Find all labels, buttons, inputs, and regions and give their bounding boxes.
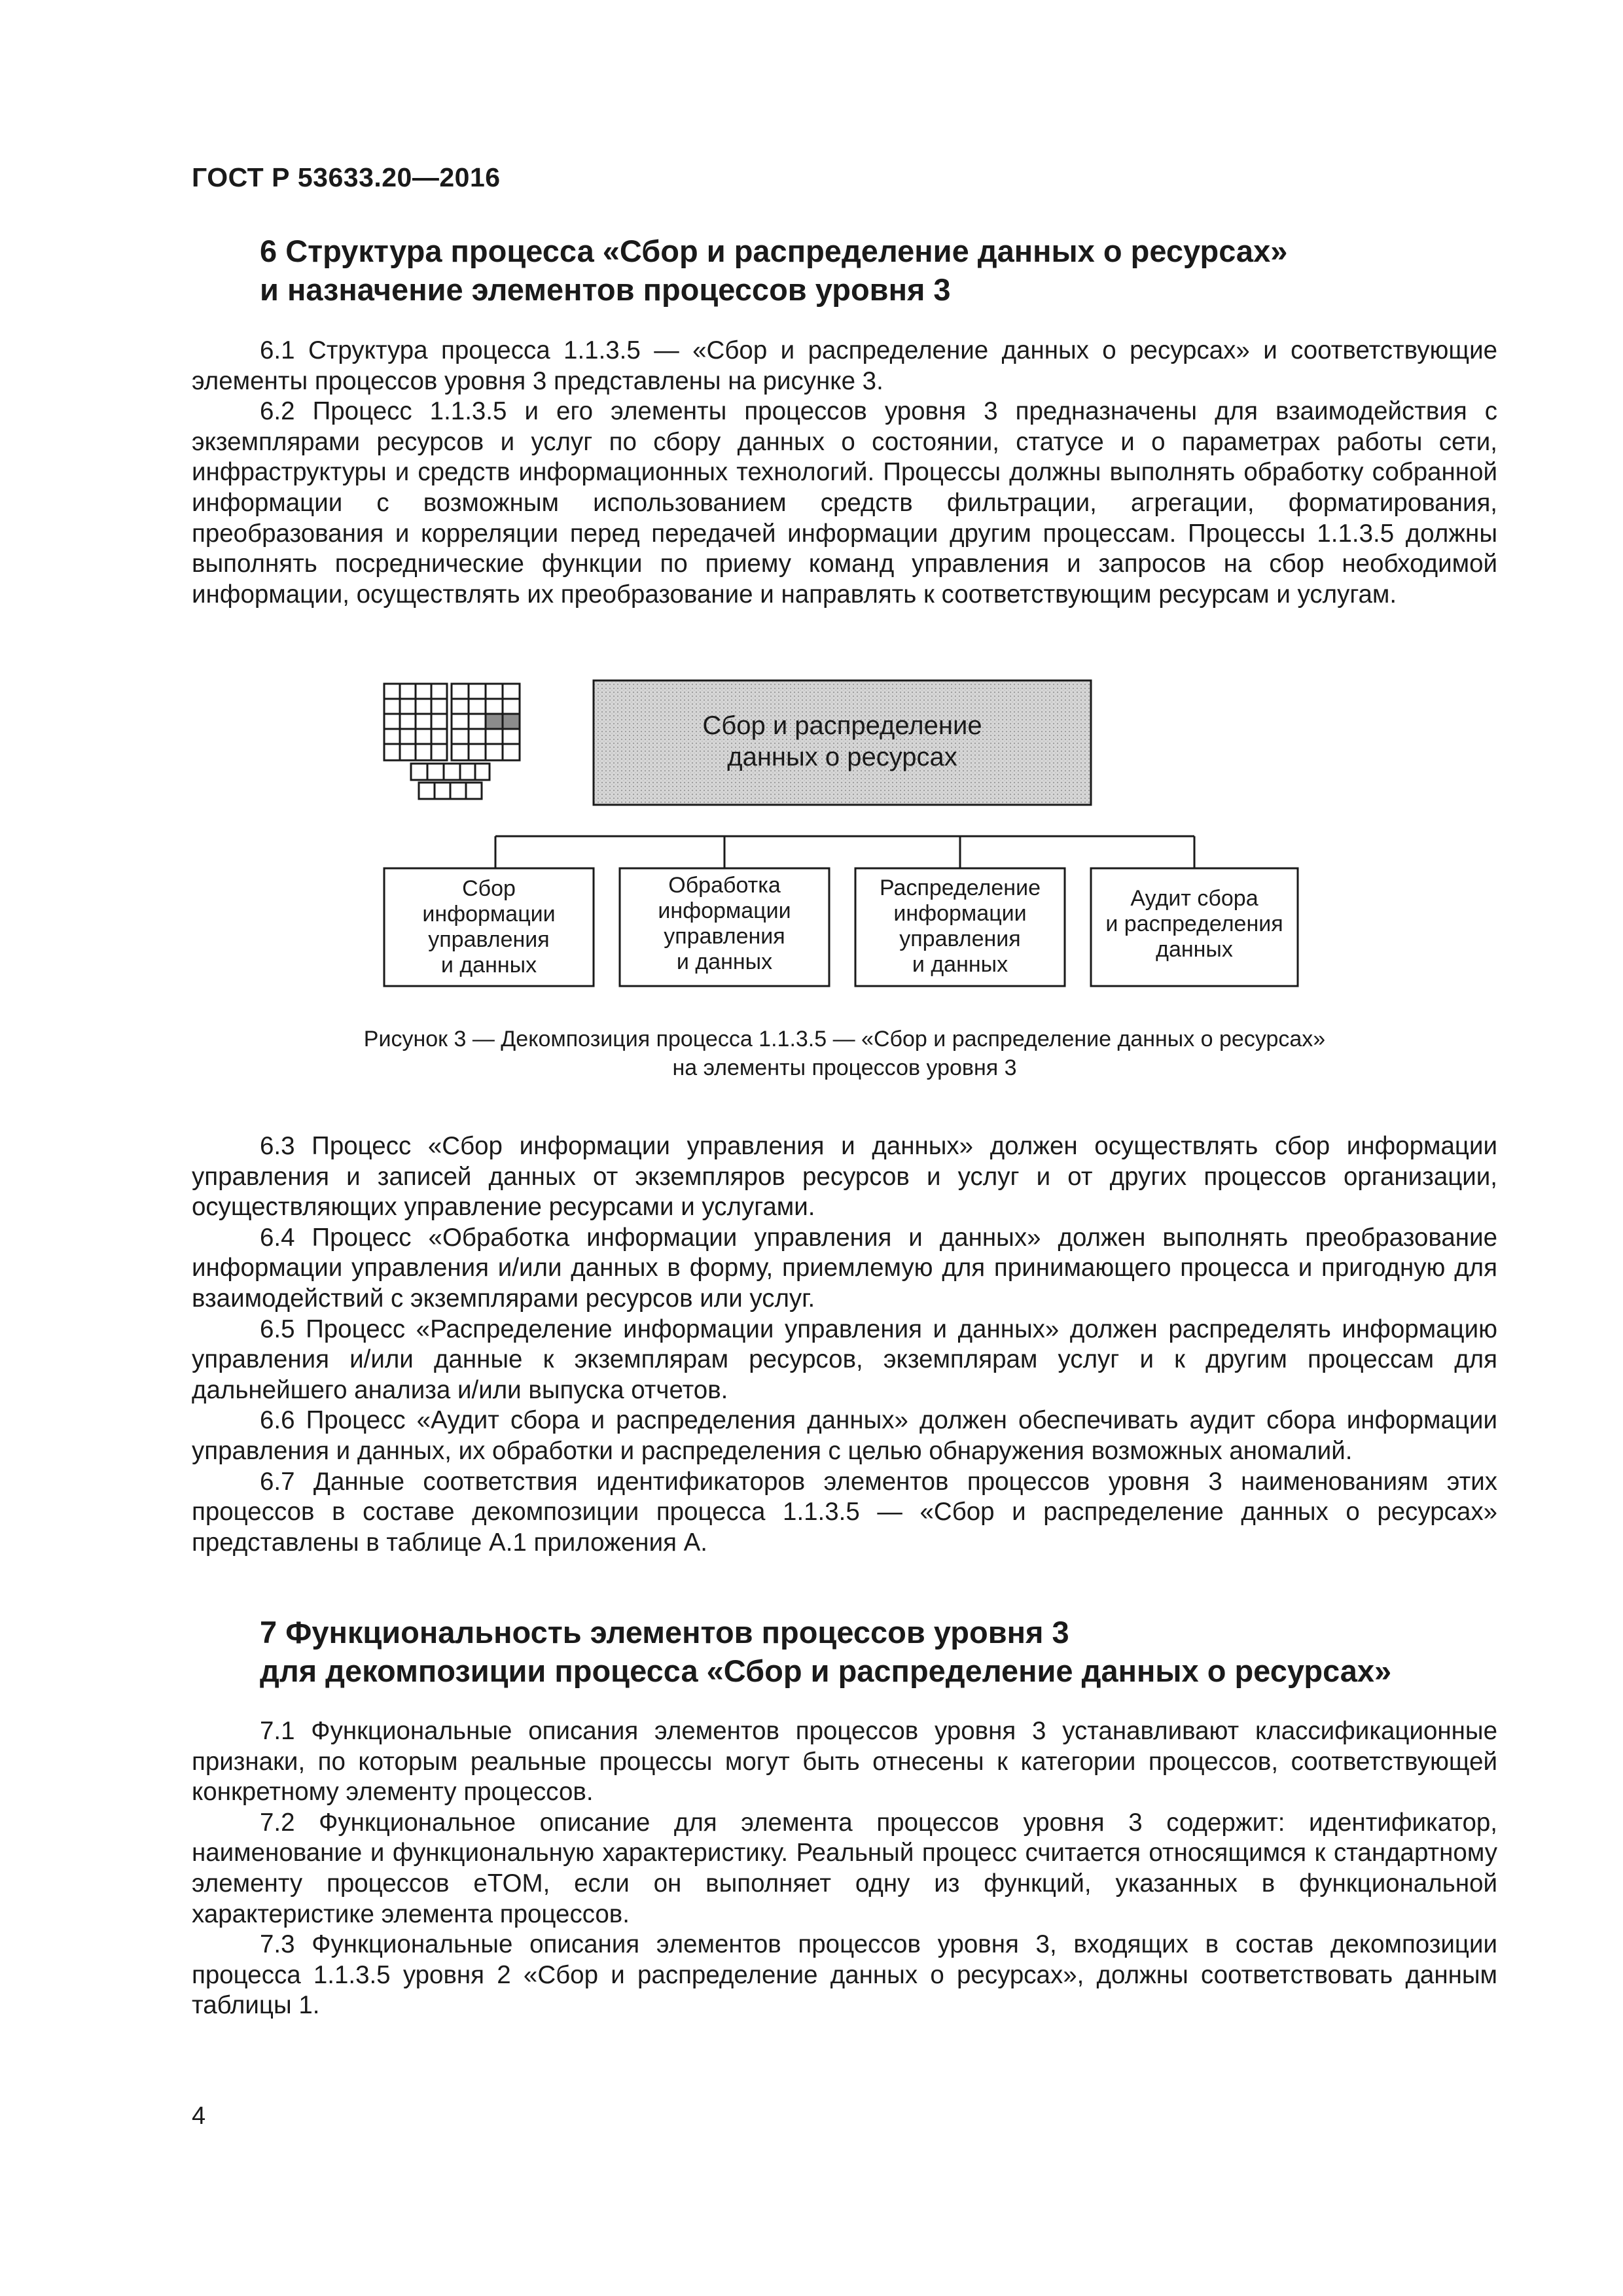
paragraph-6-5: 6.5 Процесс «Распределение информации управления и данных» должен распределять информацию управления и/или данные к экземплярам ресурсов, экземплярам услуг и к другим процессам для дальнейшего анализа и/или выпуска отчетов. — [192, 1315, 1497, 1404]
paragraph-6-1: 6.1 Структура процесса 1.1.3.5 — «Сбор и распределение данных о ресурсах» и соответствующие элементы процессов уровня 3 представлены на рисунке 3. — [192, 336, 1497, 395]
top-box-line2: данных о ресурсах — [727, 743, 957, 771]
child1-line2: информации — [422, 902, 556, 927]
child2-line4: и данных — [676, 949, 773, 974]
paragraph-6-2: 6.2 Процесс 1.1.3.5 и его элементы процессов уровня 3 предназначены для взаимодействия с экземплярами ресурсов и услуг по сбору данных о состоянии, статусе и о параметрах работы сети, инфраструктуры и средств информационных технологий. Процессы должны выполнять обработку собранной информации с возможным использованием средств фильтрации, агрегации, форматирования, преобразования и корреляции перед передачей информации другим процессам. Процессы 1.1.3.5 должны выполнять посреднические функции по приему команд управления и запросов на сбор необходимой информации, осуществлять их преобразование и направлять к соответствующим ресурсам и услугам. — [192, 397, 1497, 609]
paragraph-6-4: 6.4 Процесс «Обработка информации управления и данных» должен выполнять преобразование информации управления и/или данных в форму, приемлемую для принимающего процесса и пригодную для взаимодействий с экземплярами ресурсов или услуг. — [192, 1223, 1497, 1313]
child2-line1: Обработка — [668, 873, 781, 898]
caption-line2: на элементы процессов уровня 3 — [672, 1055, 1017, 1080]
section-6-title-line1: 6 Структура процесса «Сбор и распределение данных о ресурсах» — [260, 234, 1288, 268]
child3-line2: информации — [893, 901, 1027, 926]
etom-grid-icon — [384, 684, 520, 799]
child2-line3: управления — [664, 924, 785, 949]
paragraph-7-3: 7.3 Функциональные описания элементов процессов уровня 3, входящих в состав декомпозиции процесса 1.1.3.5 уровня 2 «Сбор и распределение данных о ресурсах», должны соответствовать данным таблицы 1. — [192, 1930, 1497, 2020]
section-7-title-line2: для декомпозиции процесса «Сбор и распределение данных о ресурсах» — [260, 1653, 1392, 1688]
child1-line4: и данных — [440, 953, 537, 978]
child3-line3: управления — [899, 927, 1021, 951]
child4-line3: данных — [1156, 937, 1233, 962]
child3-line1: Распределение — [880, 875, 1041, 900]
paragraph-7-2: 7.2 Функциональное описание для элемента процессов уровня 3 содержит: идентификатор, наименование и функциональную характеристику. Реальный процесс считается относящимся к стандартному элементу процессов eTOM, если он выполняет одну из функций, указанных в функциональной характеристике элемента процессов. — [192, 1808, 1497, 1928]
connector-lines — [495, 836, 1194, 868]
paragraph-6-6: 6.6 Процесс «Аудит сбора и распределения данных» должен обеспечивать аудит сбора информации управления и данных, их обработки и распределения с целью обнаружения возможных аномалий. — [192, 1406, 1497, 1465]
section-6-continued-text — [192, 1131, 1497, 1558]
section-7-title-line1: 7 Функциональность элементов процессов уровня 3 — [260, 1615, 1069, 1650]
caption-line1: Рисунок 3 — Декомпозиция процесса 1.1.3.5 — «Сбор и распределение данных о ресурсах» — [363, 1027, 1326, 1051]
child3-line4: и данных — [912, 952, 1008, 977]
section-6-title-line2: и назначение элементов процессов уровня 3 — [260, 272, 951, 307]
top-box-line1: Сбор и распределение — [702, 711, 982, 740]
page-number: 4 — [192, 2102, 206, 2130]
child1-line3: управления — [428, 927, 550, 952]
paragraph-7-1: 7.1 Функциональные описания элементов процессов уровня 3 устанавливают классификационные признаки, по которым реальные процессы могут быть отнесены к категории процессов, соответствующей конкретному элементу процессов. — [192, 1717, 1497, 1807]
child1-line1: Сбор — [462, 876, 516, 901]
paragraph-6-7: 6.7 Данные соответствия идентификаторов элементов процессов уровня 3 наименованиям этих процессов в составе декомпозиции процесса 1.1.3.5 — «Сбор и распределение данных о ресурсах» представлены в таблице А.1 приложения А. — [192, 1467, 1497, 1557]
standard-header: ГОСТ Р 53633.20—2016 — [192, 162, 501, 192]
child2-line2: информации — [658, 898, 791, 923]
section-7-text — [192, 1716, 1497, 2021]
child4-line2: и распределения — [1105, 911, 1283, 936]
paragraph-6-3: 6.3 Процесс «Сбор информации управления и данных» должен осуществлять сбор информации управления и записей данных от экземпляров ресурсов и услуг и от других процессов организации, осуществляющих управление ресурсами и услугами. — [192, 1132, 1497, 1222]
child4-line1: Аудит сбора — [1130, 886, 1258, 911]
section-7-title — [260, 1613, 1391, 1690]
figure-3-caption — [192, 1025, 1497, 1082]
